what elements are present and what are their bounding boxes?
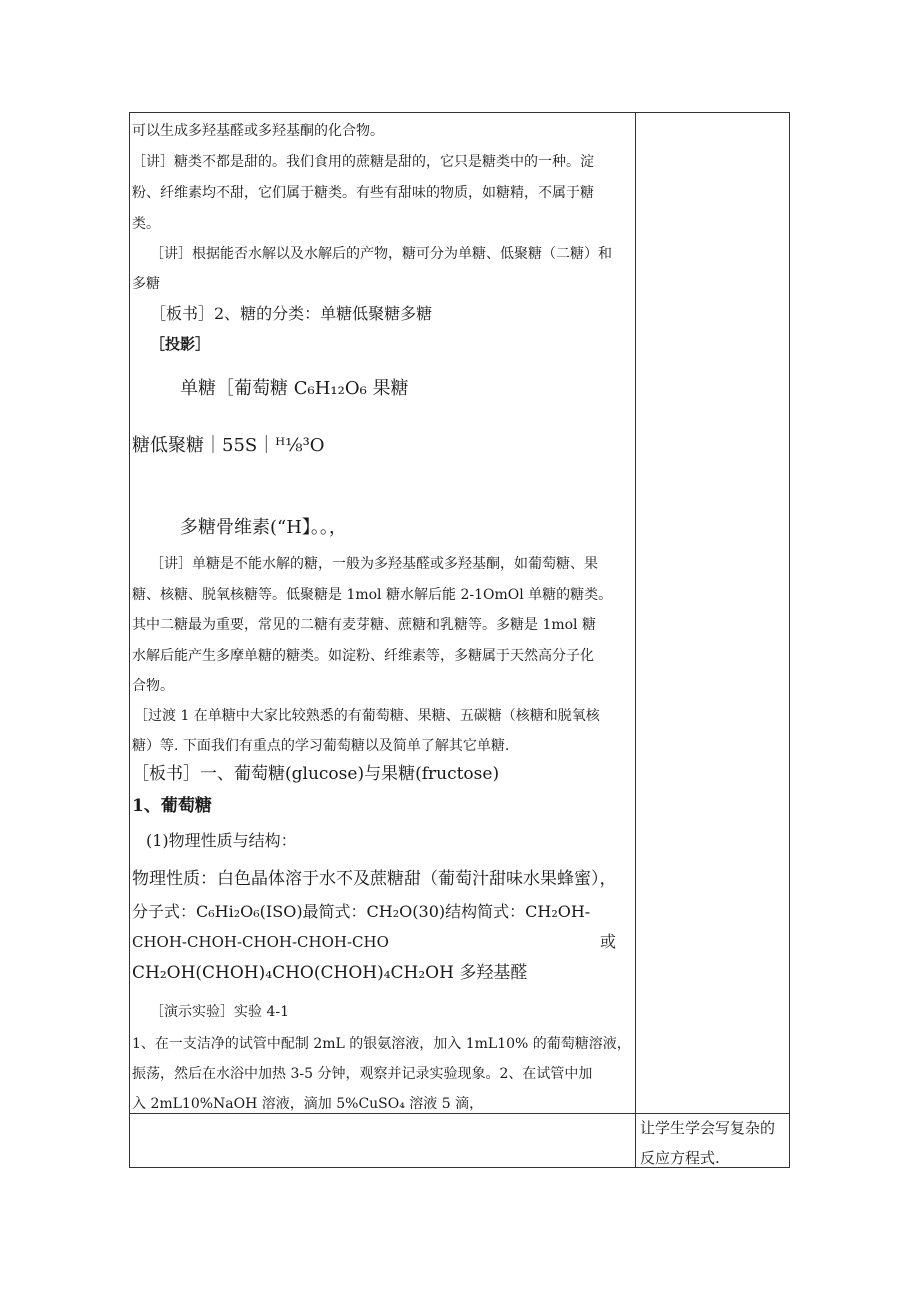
text-line: ［过渡 1 在单糖中大家比较熟悉的有葡萄糖、果糖、五碳糖（核糖和脱氧核 (134, 708, 600, 724)
formula-line: CH₂OH(CHOH)₄CHO(CHOH)₄CH₂OH 多羟基醛 (132, 963, 528, 983)
text-line: ［讲］根据能否水解以及水解后的产物，糖可分为单糖、低聚糖（二糖）和 (150, 246, 612, 262)
text-line: 类。 (132, 216, 160, 232)
diagram-line: 多糖骨维素(“H】。。， (180, 517, 347, 538)
diagram-line: 单糖［葡萄糖 C₆H₁₂O₆ 果糖 (180, 378, 409, 399)
text-line: ［讲］单糖是不能水解的糖，一般为多羟基醛或多羟基酮，如葡萄糖、果 (150, 556, 598, 572)
formula-line: 分子式：C₆Hi₂O₆(ISO)最简式：CH₂O(30)结构简式：CH₂OH- (132, 902, 591, 921)
board-heading: ［板书］2、糖的分类：单糖低聚糖多糖 (150, 304, 433, 323)
side-note-line: 让学生学会写复杂的 (640, 1119, 776, 1137)
side-note-line: 反应方程式. (640, 1149, 720, 1167)
diagram-line: 糖低聚糖｜55S｜ᴴ⅛³O (132, 435, 325, 456)
text-line: 可以生成多羟基醛或多羟基酮的化合物。 (132, 123, 384, 139)
text-line: 物理性质：白色晶体溶于水不及蔗糖甜（葡萄汁甜味水果蜂蜜）， (132, 869, 617, 889)
text-line: 振荡，然后在水浴中加热 3-5 分钟，观察并记录实验现象。2、在试管中加 (132, 1066, 593, 1082)
row-divider (130, 1113, 789, 1114)
text-line: 其中二糖最为重要，常见的二糖有麦芽糖、蔗糖和乳糖等。多糖是 1mol 糖 (132, 617, 596, 633)
text-line: 糖）等. 下面我们有重点的学习葡萄糖以及简单了解其它单糖. (132, 738, 510, 754)
board-heading: ［板书］一、葡萄糖(glucose)与果糖(fructose) (132, 764, 500, 784)
subsection-heading: (1)物理性质与结构： (146, 831, 297, 850)
text-line: 水解后能产生多摩单糖的糖类。如淀粉、纤维素等，多糖属于天然高分子化 (132, 648, 594, 664)
text-line: 糖、核糖、脱氧核糖等。低聚糖是 1mol 糖水解后能 2-1OmOl 单糖的糖类。 (132, 587, 613, 603)
text-line: ［讲］糖类不都是甜的。我们食用的蔗糖是甜的，它只是糖类中的一种。淀 (132, 154, 594, 170)
projection-label: ［投影］ (150, 335, 211, 353)
text-line: 合物。 (132, 678, 174, 694)
text-line: 粉、纤维素均不甜，它们属于糖类。有些有甜味的物质，如糖精，不属于糖 (132, 185, 594, 201)
formula-connector: 或 (600, 932, 617, 951)
column-divider (635, 113, 636, 1167)
section-heading: 1、葡萄糖 (132, 796, 212, 816)
text-line: 入 2mL10%NaOH 溶液，滴加 5%CuSO₄ 溶液 5 滴， (132, 1096, 484, 1112)
text-line: 1、在一支洁净的试管中配制 2mL 的银氨溶液，加入 1mL10% 的葡萄糖溶液， (132, 1036, 631, 1052)
lesson-table (129, 112, 790, 1168)
formula-line: CHOH-CHOH-CHOH-CHOH-CHO (132, 933, 389, 951)
experiment-label: ［演示实验］实验 4-1 (150, 1004, 289, 1020)
text-line: 多糖 (132, 276, 160, 292)
